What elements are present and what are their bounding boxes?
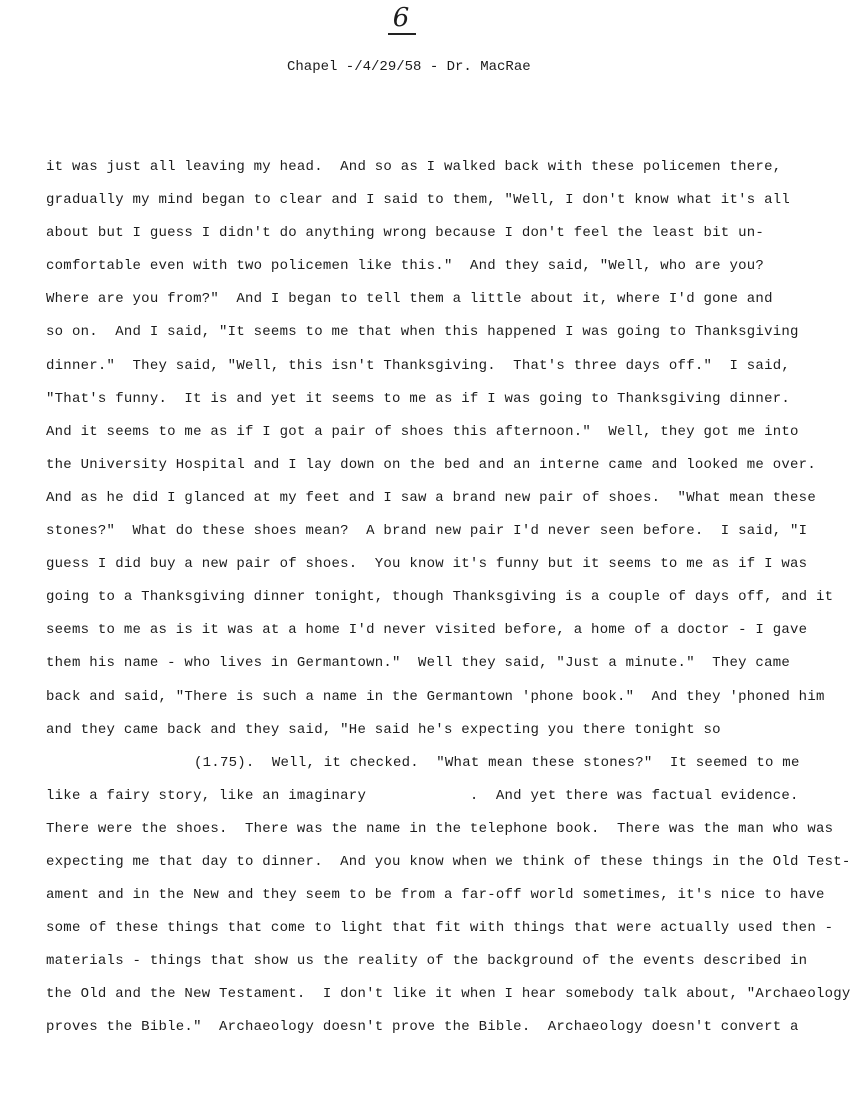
text-line: gradually my mind began to clear and I said to them, "Well, I don't know what it's all (46, 192, 791, 209)
text-line: There were the shoes. There was the name in the telephone book. There was the man who was (46, 820, 834, 837)
text-line: ament and in the New and they seem to be from a far-off world sometimes, it's nice to have (46, 887, 825, 904)
text-line: guess I did buy a new pair of shoes. You know it's funny but it seems to me as if I was (46, 556, 808, 573)
text-line: some of these things that come to light that fit with things that were actually used then - (46, 920, 834, 937)
body-text (46, 156, 851, 1050)
text-line: the University Hospital and I lay down on the bed and an interne came and looked me over. (46, 456, 816, 473)
text-line: "That's funny. It is and yet it seems to me as if I was going to Thanksgiving dinner. (46, 390, 791, 407)
text-line: them his name - who lives in Germantown." Well they said, "Just a minute." They came (46, 655, 791, 672)
text-line: dinner." They said, "Well, this isn't Thanksgiving. That's three days off." I said, (46, 357, 791, 374)
page-number: 6 (392, 3, 410, 33)
text-line: the Old and the New Testament. I don't like it when I hear somebody talk about, "Archaeology (46, 986, 851, 1003)
text-line: seems to me as is it was at a home I'd never visited before, a home of a doctor - I gave (46, 622, 808, 639)
page-number-underline (388, 33, 416, 35)
text-line: back and said, "There is such a name in the Germantown 'phone book." And they 'phoned him (46, 688, 825, 705)
text-line: (1.75). Well, it checked. "What mean these stones?" It seemed to me (194, 754, 800, 771)
text-line: Where are you from?" And I began to tell them a little about it, where I'd gone and (46, 291, 773, 308)
text-line: it was just all leaving my head. And so as I walked back with these policemen there, (46, 159, 782, 175)
text-line: like a fairy story, like an imaginary . And yet there was factual evidence. (46, 787, 799, 804)
text-line: stones?" What do these shoes mean? A brand new pair I'd never seen before. I said, "I (46, 523, 808, 540)
text-line: about but I guess I didn't do anything wrong because I don't feel the least bit un- (46, 225, 765, 242)
text-line: so on. And I said, "It seems to me that when this happened I was going to Thanksgiving (46, 324, 799, 341)
text-line: materials - things that show us the reality of the background of the events described in (46, 953, 808, 970)
text-line: And as he did I glanced at my feet and I saw a brand new pair of shoes. "What mean these (46, 489, 816, 506)
document-header: Chapel -/4/29/58 - Dr. MacRae (287, 59, 531, 75)
text-line: And it seems to me as if I got a pair of shoes this afternoon." Well, they got me into (46, 423, 799, 440)
text-line: proves the Bible." Archaeology doesn't prove the Bible. Archaeology doesn't convert a (46, 1019, 799, 1036)
text-line: going to a Thanksgiving dinner tonight, though Thanksgiving is a couple of days off, and it (46, 589, 834, 606)
text-line: expecting me that day to dinner. And you know when we think of these things in the Old Test- (46, 853, 851, 870)
text-line: and they came back and they said, "He said he's expecting you there tonight so (46, 721, 721, 738)
text-line: comfortable even with two policemen like this." And they said, "Well, who are you? (46, 258, 765, 275)
